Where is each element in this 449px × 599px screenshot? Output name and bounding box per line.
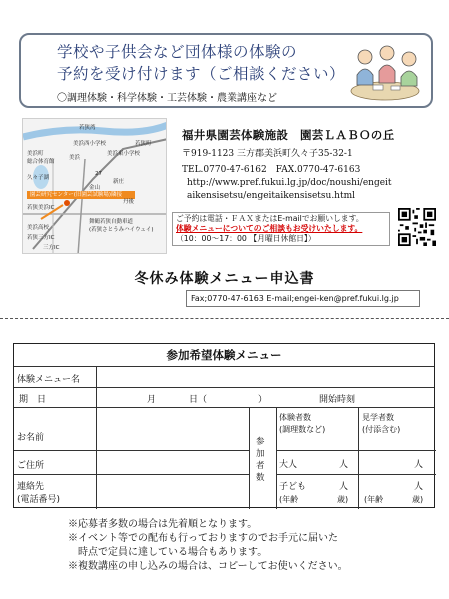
map-label: 丹後 xyxy=(123,199,135,205)
map-label: 27 xyxy=(95,171,102,177)
map-label: 美浜西小学校 xyxy=(73,141,107,147)
map-label: 美浜高校 xyxy=(27,225,50,231)
contact-field[interactable] xyxy=(100,476,246,507)
map-label: 総合体育館 xyxy=(27,159,55,165)
notice-line-3: （10：00～17：00 【月曜日休館日】） xyxy=(176,234,316,243)
map-label: 久々子湖 xyxy=(27,175,50,181)
map-label: 若狭三方IC xyxy=(27,235,55,241)
child-person-unit: 人 xyxy=(339,482,349,492)
cut-line xyxy=(0,318,449,319)
map-label: 美浜町 xyxy=(27,151,44,157)
experience-count-label: 体験者数 xyxy=(279,413,311,422)
adult-label: 大人 xyxy=(279,460,298,470)
map-label: (若狭さとうみハイウェイ) xyxy=(89,227,154,233)
month-label: 月 xyxy=(147,395,157,405)
menu-name-field[interactable] xyxy=(100,368,434,386)
menu-name-label: 体験メニュー名 xyxy=(17,375,81,385)
day-close: ） xyxy=(258,395,268,405)
day-label: 日（ xyxy=(189,395,208,405)
child-age-close: 歳) xyxy=(337,495,349,504)
center-location-label: 園芸研究センター(旧園芸試験場)隣接 xyxy=(27,191,135,199)
qr-code-icon xyxy=(398,208,436,246)
observer-age-label: (年齢 xyxy=(364,495,384,504)
facility-address: 〒919-1123 三方郡美浜町久々子35-32-1 xyxy=(182,149,353,159)
note-2: ※イベント等での配布も行っておりますのでお手元に届いた xyxy=(68,533,338,544)
map-label: 新庄 xyxy=(113,179,125,185)
banner-line-2: 予約を受け付けます（ご相談ください） xyxy=(57,65,346,83)
map-label: 金山 xyxy=(89,185,101,191)
reservation-banner xyxy=(19,33,433,108)
facility-phone-fax: TEL.0770-47-6162 FAX.0770-47-6163 xyxy=(182,165,361,175)
map-label: 若狭町 xyxy=(135,141,152,147)
adult-person-unit: 人 xyxy=(339,460,349,470)
contact-fax-email: Fax;0770-47-6163 E-mail;engei-ken@pref.fukui.lg.jp xyxy=(186,290,420,307)
notes xyxy=(68,518,348,574)
name-label: お名前 xyxy=(17,433,45,443)
application-form xyxy=(13,343,435,508)
access-map xyxy=(22,118,167,254)
notice-line-1: ご予約は電話・ＦＡＸまたはE-mailでお願いします。 xyxy=(176,214,364,223)
note-1: ※応募者多数の場合は先着順となります。 xyxy=(68,519,258,530)
observer-count-note: (付添含む) xyxy=(362,425,401,434)
experience-count-note: (調理数など) xyxy=(279,425,326,434)
map-label: 若狭湾 xyxy=(79,125,96,131)
map-label: 美浜東小学校 xyxy=(107,151,141,157)
adult-observer-unit: 人 xyxy=(414,460,424,470)
contact-label: 連絡先 xyxy=(17,482,45,492)
form-main-title: 冬休み体験メニュー申込書 xyxy=(134,271,315,287)
note-4: ※複数講座の申し込みの場合は、コピーしてお使いください。 xyxy=(68,561,348,572)
group-activity-illustration xyxy=(343,39,427,105)
facility-url-2[interactable]: aikensisetsu/engeitaikensisetsu.html xyxy=(187,191,356,201)
address-field[interactable] xyxy=(100,452,246,473)
address-label: ご住所 xyxy=(17,461,45,471)
facility-url-1[interactable]: http://www.pref.fukui.lg.jp/doc/noushi/engeit xyxy=(187,178,392,188)
facility-name: 福井県園芸体験施設 園芸ＬＡＢＯの丘 xyxy=(182,128,395,142)
notice-line-2: 体験メニューについてのご相談もお受けいたします。 xyxy=(176,224,363,233)
child-label: 子ども xyxy=(279,482,307,492)
banner-subtitle: 〇調理体験・科学体験・工芸体験・農業講座など xyxy=(57,93,277,104)
map-label: 三方IC xyxy=(43,245,60,251)
child-age-label: (年齢 xyxy=(279,495,299,504)
facility-info xyxy=(182,127,394,201)
participants-vertical-label: 参加者数 xyxy=(256,437,265,483)
start-time-label: 開始時刻 xyxy=(319,395,356,405)
reservation-notice xyxy=(172,212,390,246)
map-label: 舞鶴若狭自動車道 xyxy=(89,219,134,225)
form-title: 参加希望体験メニュー xyxy=(166,348,282,362)
contact-note: (電話番号) xyxy=(17,495,61,505)
banner-line-1: 学校や子供会など団体様の体験の xyxy=(57,43,298,61)
observer-count-label: 見学者数 xyxy=(362,413,394,422)
note-3: 時点で定員に達している場合もあります。 xyxy=(68,547,268,558)
child-observer-unit: 人 xyxy=(414,482,424,492)
observer-age-close: 歳) xyxy=(412,495,424,504)
name-field[interactable] xyxy=(100,409,246,449)
map-label: 美浜 xyxy=(69,155,81,161)
date-label: 期 日 xyxy=(19,395,47,405)
map-label: 若狭美浜IC xyxy=(27,205,55,211)
